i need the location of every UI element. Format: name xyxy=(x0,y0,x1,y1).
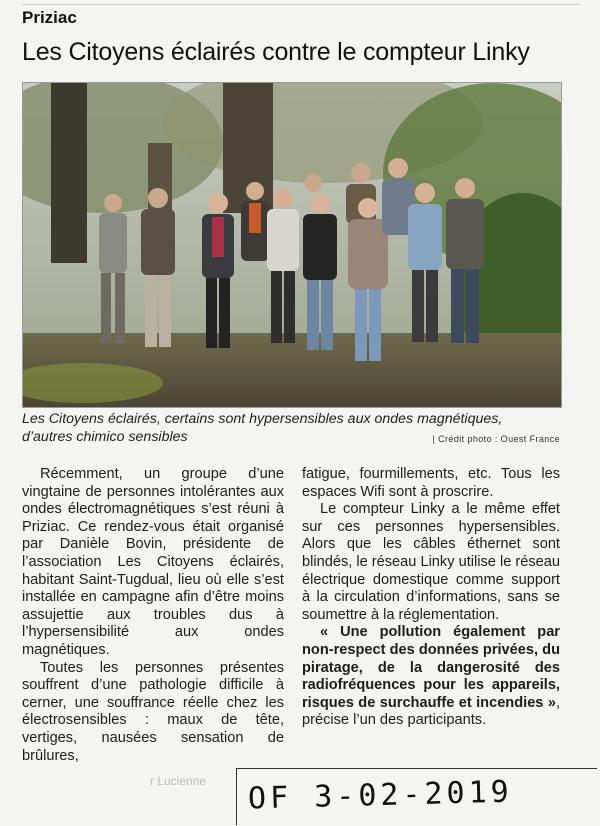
group-photo xyxy=(22,82,562,408)
section-rubric: Priziac xyxy=(22,8,77,27)
bleed-through-text: r Lucienne xyxy=(150,774,207,788)
photo-credit: | Crédit photo : Ouest France xyxy=(432,434,560,444)
article-headline: Les Citoyens éclairés contre le compteur Linky xyxy=(22,38,530,66)
quote-attribution: , précise l’un des participants. xyxy=(302,694,560,729)
paragraph: Le compteur Linky a le même effet sur ces personnes hypersensibles. Alors que les câbles éthernet sont blindés, le réseau Linky utilise le réseau électrique domestique comme support à la circulation d’informations, sans se soumettre à la réglementation. xyxy=(302,501,560,623)
photo-caption: Les Citoyens éclairés, certains sont hypersensibles aux ondes magnétiques, d’autres chimico sensibles xyxy=(22,411,503,445)
quote-paragraph xyxy=(302,624,560,730)
paragraph: Récemment, un groupe d’une vingtaine de personnes intolérantes aux ondes électromagnétiques s’est réuni à Priziac. Ce rendez-vous était organisé par Danièle Bovin, présidente de l’association Les Citoyens éclairés, habitant Saint-Tugdual, lieu où elle s’est installée en campagne afin d’être moins assujettie aux troubles dus à l’hypersensibilité aux ondes magnétiques. xyxy=(22,466,284,658)
paragraph: fatigue, fourmillements, etc. Tous les espaces Wifi sont à proscrire. xyxy=(302,466,560,500)
top-rule xyxy=(22,4,580,5)
quote-bold: « Une pollution également par non-respect des données privées, du piratage, de la dangerosité des radiofréquences pour les appareils, risques de surchauffe et incendies » xyxy=(302,624,560,711)
paragraph: Toutes les personnes présentes souffrent d’une pathologie difficile à cerner, une souffrance réelle chez les électrosensibles : maux de tête, vertiges, nausées sensation de brûlures, xyxy=(22,659,284,764)
handwritten-date: OF 3-02-2019 xyxy=(247,774,514,817)
group-photo-illustration xyxy=(23,83,561,407)
article-column-2 xyxy=(302,466,560,730)
article-column-1 xyxy=(22,466,284,765)
